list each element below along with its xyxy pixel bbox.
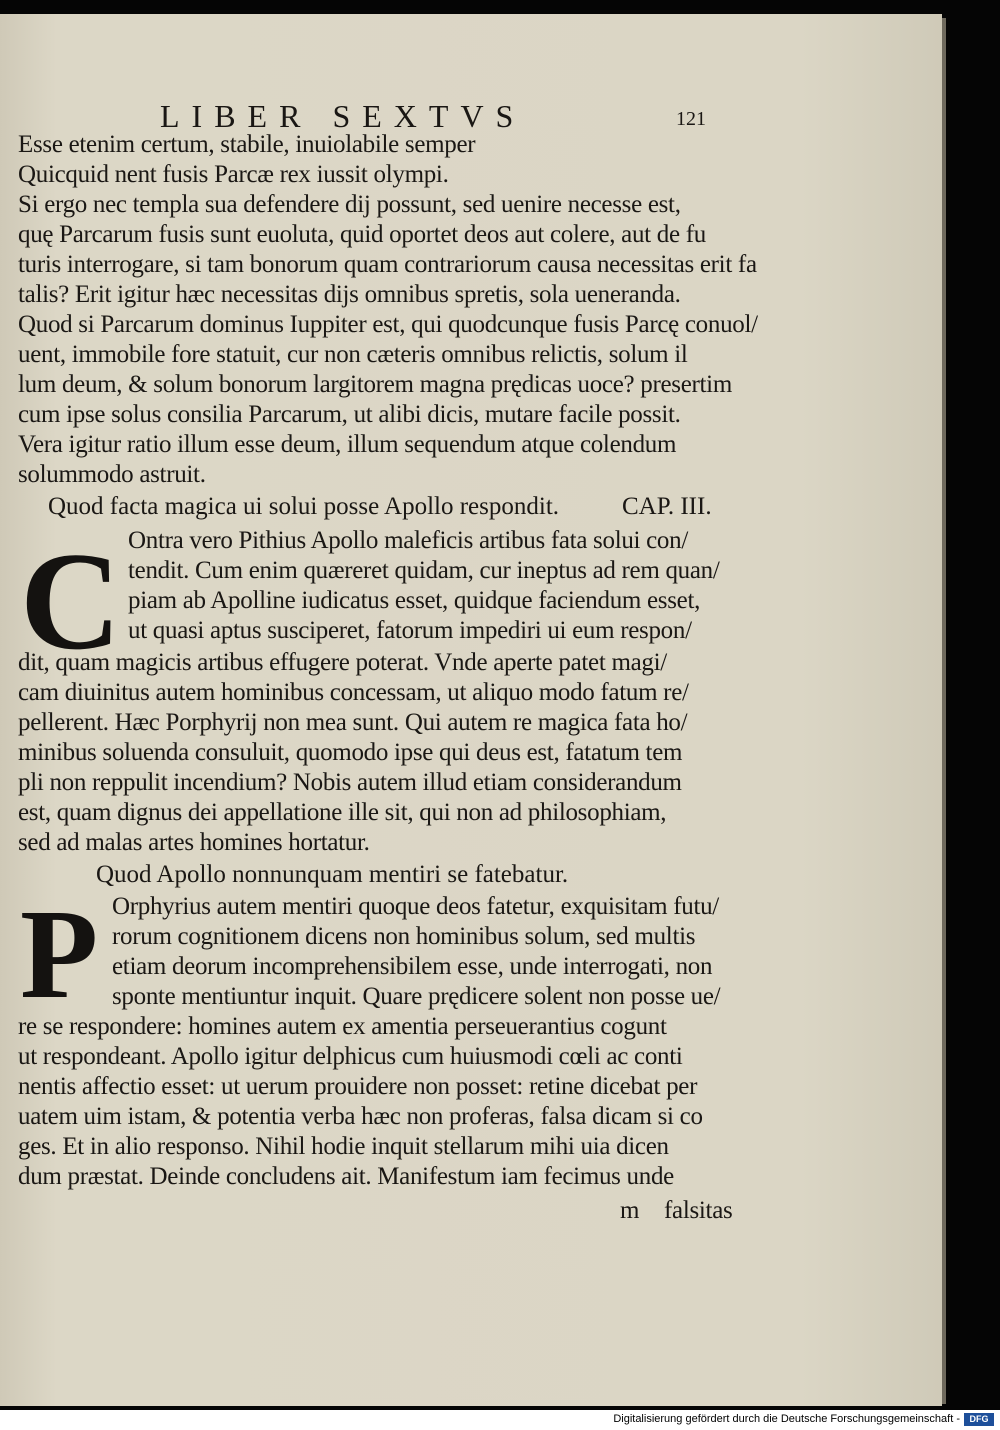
funding-credit: Digitalisierung gefördert durch die Deutsche Forschungsgemeinschaft - xyxy=(613,1413,960,1425)
text-line: sed ad malas artes homines hortatur. xyxy=(18,829,370,856)
text-line: solummodo astruit. xyxy=(18,461,206,488)
text-line: Ontra vero Pithius Apollo maleficis artibus fata solui con/ xyxy=(128,527,688,554)
text-line: Vera igitur ratio illum esse deum, illum sequendum atque colendum xyxy=(18,431,677,458)
text-line: turis interrogare, si tam bonorum quam contrariorum causa necessitas erit fa xyxy=(18,251,757,278)
text-line: ut respondeant. Apollo igitur delphicus cum huiusmodi cœli ac conti xyxy=(18,1043,683,1070)
text-line: piam ab Apolline iudicatus esset, quidque faciendum esset, xyxy=(128,587,701,614)
dfg-logo: DFG xyxy=(964,1413,994,1426)
text-line: pellerent. Hæc Porphyrij non mea sunt. Qui autem re magica fata ho/ xyxy=(18,709,688,736)
text-line: dum præstat. Deinde concludens ait. Manifestum iam fecimus unde xyxy=(18,1163,674,1190)
text-line: nentis affectio esset: ut uerum prouidere non posset: retine dicebat per xyxy=(18,1073,698,1100)
text-line: quę Parcarum fusis sunt euoluta, quid oportet deos aut colere, aut de fu xyxy=(18,221,706,248)
text-line: ut quasi aptus susciperet, fatorum impediri ui eum respon/ xyxy=(128,617,692,644)
text-line: Orphyrius autem mentiri quoque deos fatetur, exquisitam futu/ xyxy=(112,893,719,920)
text-line: Esse etenim certum, stabile, inuiolabile semper xyxy=(18,131,476,158)
text-line: etiam deorum incomprehensibilem esse, unde interrogati, non xyxy=(112,953,713,980)
text-line: minibus soluenda consuluit, quomodo ipse qui deus est, fatatum tem xyxy=(18,739,683,766)
text-line: talis? Erit igitur hæc necessitas dijs omnibus spretis, sola ueneranda. xyxy=(18,281,681,308)
digitization-footer xyxy=(0,1410,1000,1430)
running-head: LIBER SEXTVS xyxy=(160,98,526,134)
decorated-initial-c: C xyxy=(20,524,122,679)
signature-mark: m xyxy=(620,1197,640,1224)
chapter-heading: Quod facta magica ui solui posse Apollo respondit. xyxy=(48,493,560,520)
book-page xyxy=(0,14,942,1406)
text-line: ges. Et in alio responso. Nihil hodie inquit stellarum mihi uia dicen xyxy=(18,1133,669,1160)
text-line: Si ergo nec templa sua defendere dij possunt, sed uenire necesse est, xyxy=(18,191,681,218)
chapter-heading: Quod Apollo nonnunquam mentiri se fatebatur. xyxy=(96,861,569,888)
page-edge xyxy=(942,18,946,1404)
text-line: sponte mentiuntur inquit. Quare prędicere solent non posse ue/ xyxy=(112,983,721,1010)
text-line: dit, quam magicis artibus effugere poterat. Vnde aperte patet magi/ xyxy=(18,649,667,676)
text-line: cum ipse solus consilia Parcarum, ut alibi dicis, mutare facile possit. xyxy=(18,401,681,428)
folio-number: 121 xyxy=(676,108,706,130)
text-line: uent, immobile fore statuit, cur non cæteris omnibus relictis, solum il xyxy=(18,341,688,368)
text-line: Quod si Parcarum dominus Iuppiter est, qui quodcunque fusis Parcę conuol/ xyxy=(18,311,758,338)
text-line: cam diuinitus autem hominibus concessam, ut aliquo modo fatum re/ xyxy=(18,679,689,706)
decorated-initial-p: P xyxy=(20,883,99,1025)
text-line: pli non reppulit incendium? Nobis autem illud etiam considerandum xyxy=(18,769,682,796)
text-line: uatem uim istam, & potentia verba hæc non proferas, falsa dicam si co xyxy=(18,1103,703,1130)
catchword: falsitas xyxy=(664,1197,733,1224)
text-line: re se respondere: homines autem ex amentia perseuerantius cogunt xyxy=(18,1013,667,1040)
text-line: rorum cognitionem dicens non hominibus solum, sed multis xyxy=(112,923,696,950)
text-line: tendit. Cum enim quæreret quidam, cur ineptus ad rem quan/ xyxy=(128,557,720,584)
text-line: lum deum, & solum bonorum largitorem magna prędicas uoce? presertim xyxy=(18,371,732,398)
text-line: est, quam dignus dei appellatione ille sit, qui non ad philosophiam, xyxy=(18,799,667,826)
text-line: Quicquid nent fusis Parcæ rex iussit olympi. xyxy=(18,161,449,188)
chapter-number: CAP. III. xyxy=(622,493,712,520)
